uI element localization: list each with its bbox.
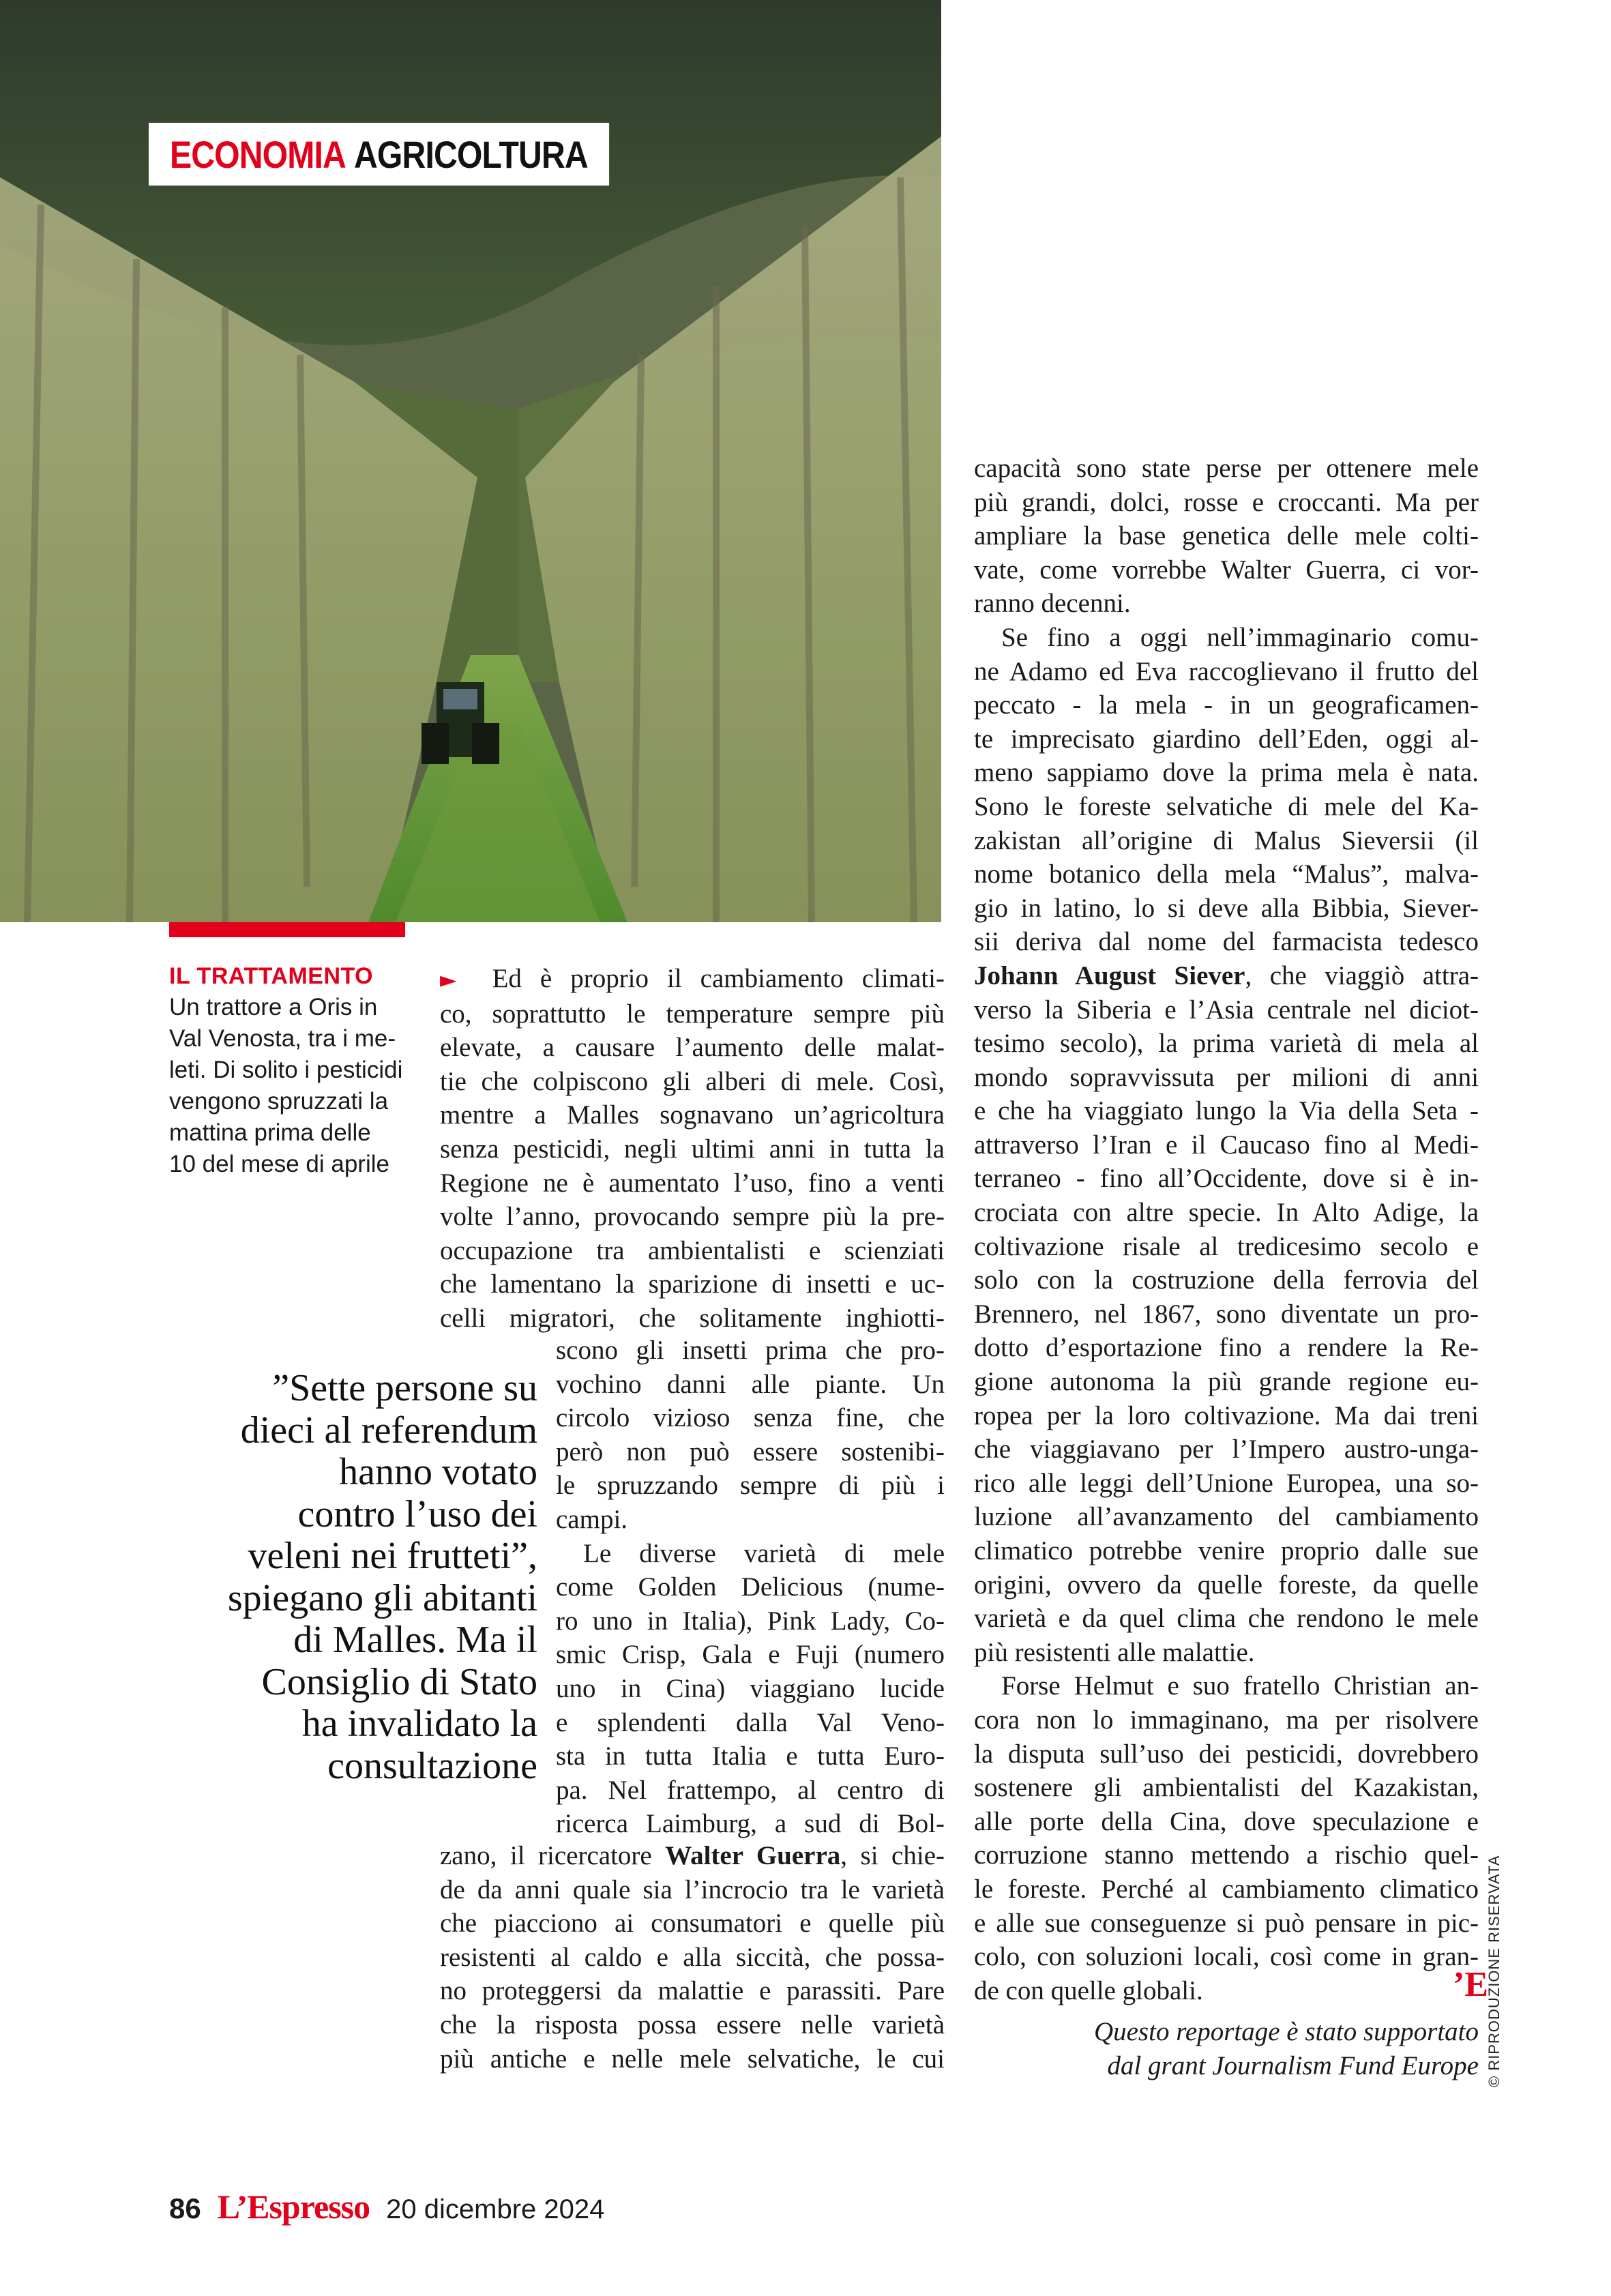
text-line: elevate, a causare l’aumento delle malat- [440,1033,945,1063]
text-line: che la risposta possa essere nelle varietà [440,2010,945,2040]
person-name: Walter Guerra [665,1841,841,1870]
text-line: cora non lo immaginano, ma per risolvere [974,1705,1479,1735]
start-arrow-icon: ► [440,967,457,992]
text-line: sii deriva dal nome del farmacista tedesco [974,927,1479,957]
text-line: vochino danni alle piante. Un [556,1369,945,1399]
text-line: peccato - la mela - in un geograficamen- [974,690,1479,720]
caption-line: vengono spruzzati la [169,1088,389,1115]
text-line: Sono le foreste selvatiche di mele del Ka- [974,791,1479,821]
magazine-logo: L’Espresso [217,2188,370,2226]
text-line: dotto d’esportazione fino a rendere la Re- [974,1333,1479,1363]
caption-line: 10 del mese di aprile [169,1151,389,1177]
text-line: te imprecisato giardino dell’Eden, oggi al- [974,724,1479,754]
text-line: terraneo - fino all’Occidente, dove si è in- [974,1164,1479,1194]
text-line: vate, come vorrebbe Walter Guerra, ci vor- [974,555,1479,585]
text-line: ropea per la loro coltivazione. Ma dai treni [974,1400,1479,1430]
text-line: volte l’anno, provocando sempre più la pre- [440,1202,945,1232]
section-topic: AGRICOLTURA [354,132,588,176]
pull-quote-line: veleni nei frutteti”, [248,1535,537,1577]
pull-quote-line: consultazione [327,1744,537,1787]
text-line: solo con la costruzione della ferrovia del [974,1265,1479,1295]
pull-quote-line: di Malles. Ma il [293,1619,537,1661]
copyright-credit: © RIPRODUZIONE RISERVATA [1486,1855,1503,2087]
text-line: uno in Cina) viaggiano lucide [556,1673,945,1703]
text-line: le foreste. Perché al cambiamento climatico [974,1874,1479,1904]
text-line: mondo sopravvissuta per milioni di anni [974,1062,1479,1092]
text-line: alle porte della Cina, dove speculazione e [974,1806,1479,1836]
text-line: la disputa sull’uso dei pesticidi, dovrebbero [974,1739,1479,1769]
text-line: ne Adamo ed Eva raccoglievano il frutto del [974,656,1479,686]
text-line: più antiche e nelle mele selvatiche, le cui [440,2044,945,2074]
text-line: mentre a Malles sognavano un’agricoltura [440,1100,945,1130]
text-line: ro uno in Italia), Pink Lady, Co- [556,1606,945,1636]
pull-quote-line: Consiglio di Stato [261,1660,537,1703]
text-line: de con quelle globali. [974,1975,1203,2005]
section-header [149,123,609,186]
text-line: gione autonoma la più grande regione eu- [974,1367,1479,1397]
article-column-2-middle [556,1334,945,1841]
text-line: crociata con altre specie. In Alto Adige, la [974,1198,1479,1228]
text-line: senza pesticidi, negli ultimi anni in tutta la [440,1134,945,1164]
text-line: meno sappiamo dove la prima mela è nata. [974,758,1479,788]
text-line: ► Ed è proprio il cambiamento climati- [440,964,945,993]
text-line: climatico potrebbe venire proprio dalle sue [974,1536,1479,1565]
text-line: zakistan all’origine di Malus Sieversii (il [974,825,1479,855]
section-name: ECONOMIA [169,132,346,176]
text-line: luzione all’avanzamento del cambiamento [974,1502,1479,1532]
page-number: 86 [169,2192,201,2224]
text-line: più resistenti alle malattie. [974,1637,1255,1667]
pull-quote-line: contro l’uso dei [297,1492,537,1535]
text-line: de da anni quale sia l’incrocio tra le varietà [440,1874,945,1904]
text-line: Le diverse varietà di mele [583,1538,945,1568]
text-line: attraverso l’Iran e il Caucaso fino al Medi- [974,1130,1479,1160]
text-line: che piacciono ai consumatori e quelle più [440,1909,945,1939]
text-line: Johann August Siever, che viaggiò attra- [974,960,1479,990]
text-line: rico alle leggi dell’Unione Europea, una so- [974,1468,1479,1498]
text-line: pa. Nel frattempo, al centro di [556,1775,945,1805]
text-line: Forse Helmut e suo fratello Christian an- [1001,1671,1479,1701]
text-line: corruzione stanno mettendo a rischio quel- [974,1840,1479,1870]
text-line: celli migratori, che solitamente inghiotti- [440,1303,945,1333]
caption-title: IL TRATTAMENTO [169,963,374,989]
text-line: co, soprattutto le temperature sempre più [440,999,945,1029]
text-line: tie che colpiscono gli alberi di mele. Così, [440,1066,945,1096]
text-line: zano, il ricercatore Walter Guerra, si chie- [440,1841,945,1870]
text-line: gio in latino, lo si deve alla Bibbia, Siever- [974,893,1479,923]
text-line: origini, ovvero da quelle foreste, da quelle [974,1570,1479,1600]
photo-caption [169,960,401,1180]
caption-line: Un trattore a Oris in [169,994,378,1020]
text-line: smic Crisp, Gala e Fuji (numero [556,1640,945,1670]
end-mark: ’E [1453,1965,1488,2004]
article-column-2-top [440,962,945,1336]
text-line: e alle sue conseguenze si può pensare in pic- [974,1908,1479,1938]
text-line: e splendenti dalla Val Veno- [556,1707,945,1737]
text-line: varietà e da quel clima che rendono le mele [974,1604,1479,1634]
text-line: ricerca Laimburg, a sud di Bol- [556,1809,945,1839]
text-line: no proteggersi da malattie e parassiti. Pare [440,1976,945,2006]
text-line: nome botanico della mela “Malus”, malva- [974,859,1479,889]
pull-quote-line: ”Sette persone su [272,1367,537,1409]
text-line: però non può essere sostenibi- [556,1437,945,1467]
caption-line: leti. Di solito i pesticidi [169,1057,403,1083]
text-line: ranno decenni. [974,589,1131,619]
caption-rule [169,922,405,937]
note-line: dal grant Journalism Fund Europe [1107,2050,1479,2080]
text-line: le spruzzando sempre di più i [556,1471,945,1501]
text-line: e che ha viaggiato lungo la Via della Seta - [974,1096,1479,1126]
text-line: circolo vizioso senza fine, che [556,1403,945,1433]
caption-line: mattina prima delle [169,1119,371,1146]
pull-quote-line: spiegano gli abitanti [227,1576,537,1619]
pull-quote-line: dieci al referendum [240,1409,537,1452]
pull-quote-line: hanno votato [339,1451,537,1493]
text-line: che lamentano la sparizione di insetti e uc- [440,1269,945,1299]
page-footer [169,2187,604,2228]
funding-note [974,2015,1479,2082]
note-line: Questo reportage è stato supportato [1093,2017,1479,2046]
text-line: verso la Siberia e l’Asia centrale nel diciot- [974,995,1479,1025]
text-line: che viaggiavano per l’Impero austro-unga- [974,1434,1479,1465]
text-line: Regione ne è aumentato l’uso, fino a venti [440,1168,945,1198]
text-line: resistenti al caldo e alla siccità, che possa- [440,1942,945,1972]
text-line: come Golden Delicious (nume- [556,1572,945,1602]
text-line: sta in tutta Italia e tutta Euro- [556,1741,945,1771]
text-line: Se fino a oggi nell’immaginario comu- [1001,622,1479,652]
pull-quote [164,1368,537,1787]
pull-quote-line: ha invalidato la [301,1703,537,1745]
article-column-3 [974,452,1479,2007]
text-line: occupazione tra ambientalisti e scienziati [440,1235,945,1265]
text-line: scono gli insetti prima che pro- [556,1336,945,1365]
caption-line: Val Venosta, tra i me- [169,1025,396,1052]
text-line: sostenere gli ambientalisti del Kazakistan, [974,1773,1479,1803]
text-line: colo, con soluzioni locali, così come in gran- [974,1942,1479,1972]
text-line: coltivazione risale al tredicesimo secolo e [974,1231,1479,1261]
article-column-2-bottom [440,1839,945,2076]
text-line: campi. [556,1504,628,1534]
text-line: capacità sono state perse per ottenere mele [974,454,1479,483]
text-line: tesimo secolo), la prima varietà di mela al [974,1029,1479,1059]
text-line: più grandi, dolci, rosse e croccanti. Ma per [974,487,1479,517]
person-name: Johann August Siever [974,960,1245,990]
text-line: ampliare la base genetica delle mele colti- [974,521,1479,551]
issue-date: 20 dicembre 2024 [386,2194,605,2224]
text-line: Brennero, nel 1867, sono diventate un pro- [974,1299,1479,1329]
